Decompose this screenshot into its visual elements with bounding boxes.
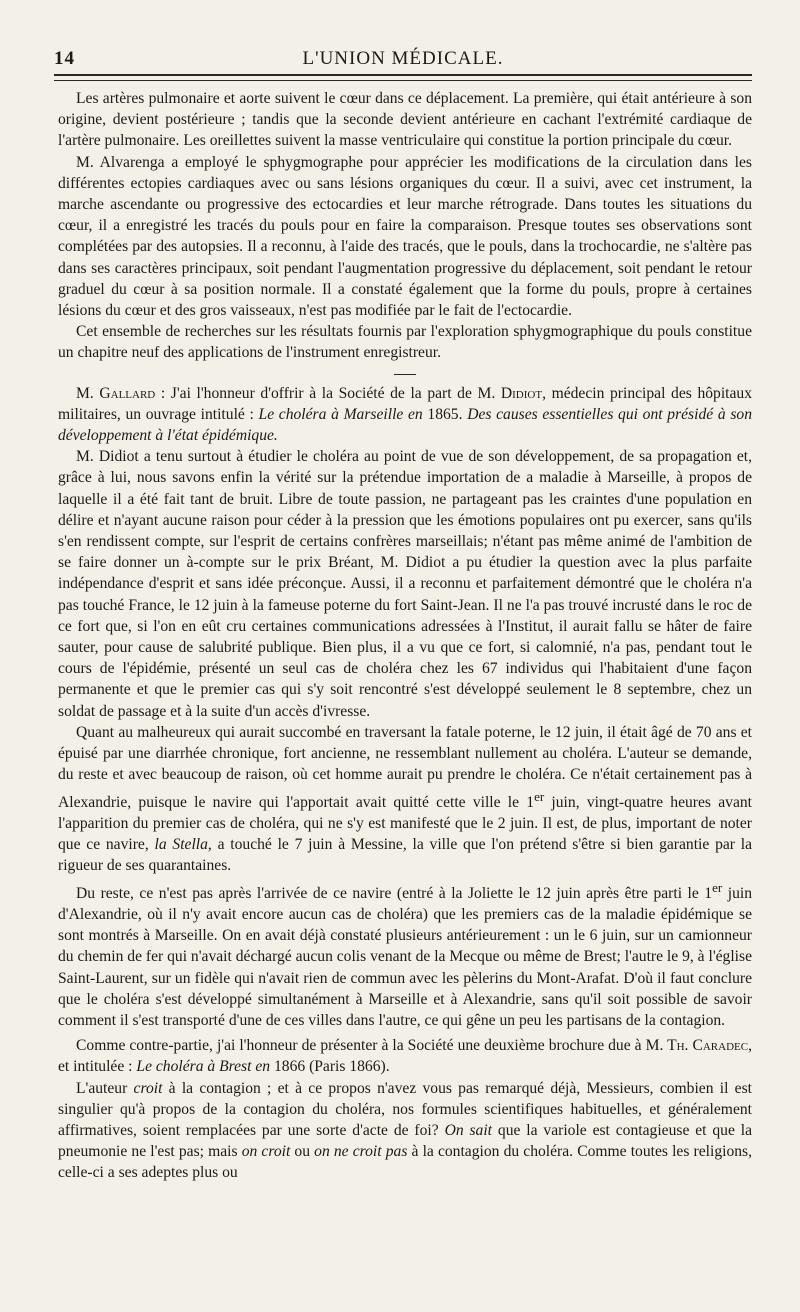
paragraph: L'auteur croit à la contagion ; et à ce propos n'avez vous pas remarqué déjà, Messieurs, combien il est singulier qu'à propos de la contagion du choléra, nos formules scientifiques habituelles, et généralement affirmatives, soient remplacées par une sorte d'acte de foi? On sait que la variole est contagieuse et que la pneumonie ne l'est pas; mais on croit ou on ne croit pas à la contagion du choléra. Comme toutes les religions, celle-ci a ses adeptes plus ou [58,1079,753,1182]
page-number: 14 [54,48,75,69]
paragraph: Les artères pulmonaire et aorte suivent le cœur dans ce déplacement. La première, qui était antérieure à son origine, devient postérieure ; tandis que la seconde devient antérieure en cachant l'extrémité cardiaque de l'artère pulmonaire. Les oreillettes suivent la masse ventriculaire qui constitue la portion principale du cœur. [58,90,752,150]
paragraph: Comme contre-partie, j'ai l'honneur de présenter à la Société une deuxième brochure due à M. Th. Caradec, et intitulée : Le choléra à Brest en 1866 (Paris 1866). [58,1037,752,1076]
paragraph: Du reste, ce n'est pas après l'arrivée de ce navire (entré à la Joliette le 12 juin après être parti le 1er juin d'Alexandrie, où il n'y avait encore aucun cas de choléra) que les premiers cas de la maladie épidémique se sont montrés à Marseille. On en avait déjà constaté plusieurs antérieurement : un le 6 juin, sur un camionneur du chemin de fer qui n'avait déchargé aucun colis venant de la Mecque ou même de Brest; l'autre le 9, à l'église Saint-Laurent, sur un fidèle qui n'avait rien de commun avec les pèlerins du Mont-Arafat. D'où il faut conclure que le choléra s'est développé simultanément à Marseille et à Alexandrie, sans qu'il soit possible de savoir comment il s'est transporté d'une de ces villes dans l'autre, ce qui gêne un peu les partisans de la contagion. [58,879,753,1029]
speaker-name: M. Gallard [76,384,156,402]
book-subtitle: Des causes essentielles qui ont présidé à son développement à l'état épidémique. [58,405,752,445]
author-name: M. Didiot [477,384,543,402]
body-text [58,88,752,1184]
paragraph: M. Alvarenga a employé le sphygmographe pour apprécier les modifications de la circulation dans les différentes ectopies cardiaques avec ou sans lésions organiques du cœur. Il a suivi, avec cet instrument, la marche ascendante ou progressive des ectocardies et leur marche rétrograde. Dans toutes les situations du cœur, il a enregistré les tracés du pouls pour en faire la comparaison. Presque toutes ses observations sont complétées par des autopsies. Il a reconnu, à l'aide des tracés, que le pouls, dans la trochocardie, ne s'altère pas dans ses caractères principaux, soit pendant l'augmentation progressive du déplacement, soit pendant le retour graduel du cœur à sa position normale. Il a constaté également que la forme du pouls, propre à certaines lésions du cœur et des gros vaisseaux, n'est pas modifiée par le fait de l'ectocardie. [58,153,752,320]
running-title: L'UNION MÉDICALE. [302,48,504,69]
section-separator [394,374,416,375]
paragraph: Cet ensemble de recherches sur les résultats fournis par l'exploration sphygmographique du pouls constitue un chapitre neuf des applications de l'instrument enregistreur. [58,323,752,362]
header-rule [54,80,752,81]
book-title: Le choléra à Brest en [136,1058,271,1076]
author-name: M. Th. Caradec [645,1037,749,1055]
page-header [54,44,752,76]
paragraph: Quant au malheureux qui aurait succombé en traversant la fatale poterne, le 12 juin, il était âgé de 70 ans et épuisé par une diarrhée chronique, fort ancienne, ne ressemblant nullement au choléra. L'auteur se demande, du reste et avec beaucoup de raison, où cet homme aurait pu prendre le choléra. Ce n'était certainement pas à Alexandrie, puisque le navire qui l'apportait avait quitté cette ville le 1er juin, vingt-quatre heures avant l'apparition du premier cas de choléra, qui ne s'y est manifesté que le 2 juin. Il est, de plus, important de noter que ce navire, la Stella, a touché le 7 juin à Messine, la ville que l'on prétend s'être si bien garantie par la rigueur de ses quarantaines. [58,723,752,875]
ship-name: la Stella [154,836,208,854]
paragraph: M. Didiot a tenu surtout à étudier le choléra au point de vue de son développement, de sa propagation et, grâce à lui, nous savons enfin la vérité sur la prétendue importation de a maladie à Marseille, à propos de laquelle il a été fait tant de bruit. Libre de toute passion, ne partageant pas les craintes d'une population en délire et n'ayant aucune raison pour céder à la pression que les émotions populaires ont pu exercer, sans qu'ils s'en rendissent compte, sur l'esprit de certains confrères marseillais; n'étant pas même animé de l'ambition de se faire donner un à-compte sur le prix Bréant, M. Didiot a pu étudier la question avec la plus parfaite indépendance d'esprit et sans idée préconçue. Aussi, il a reconnu et parfaitement démontré que le choléra n'a pas touché France, le 12 juin à la fameuse poterne du fort Saint-Jean. Il ne l'a pas trouvé incrusté dans le roc de ce fort que, si l'on en eût cru certaines communications adressées à l'Institut, il aurait fallu se hâter de faire sauter, pour cause de salubrité publique. Bien plus, il a vu que ce fort, si calomnié, n'a pas, pendant tout le cours de l'épidémie, présenté un seul cas de choléra chez les 67 individus qui l'habitaient d'une façon permanente et que le premier cas qui s'y soit rencontré s'est développé seulement le 8 septembre, chez un soldat de passage et à la suite d'un accès d'ivresse. [58,448,752,720]
paragraph: M. Gallard : J'ai l'honneur d'offrir à la Société de la part de M. Didiot, médecin principal des hôpitaux militaires, un ouvrage intitulé : Le choléra à Marseille en 1865. Des causes essentielles qui ont présidé à son développement à l'état épidémique. [58,384,753,445]
book-title: Le choléra à Marseille en [258,405,423,423]
